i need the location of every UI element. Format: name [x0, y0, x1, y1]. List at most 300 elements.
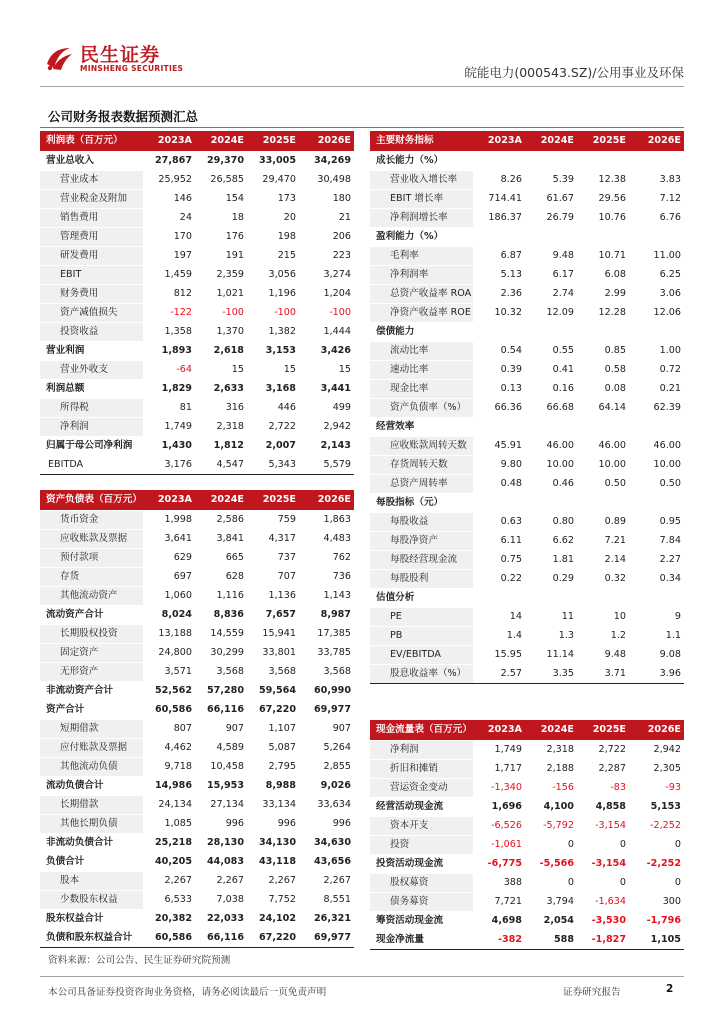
value-cell: 1,382 — [247, 322, 299, 341]
value-cell: 0.55 — [525, 341, 577, 360]
value-cell: -100 — [247, 303, 299, 322]
value-cell: 24,102 — [247, 909, 299, 928]
value-cell: 11 — [525, 607, 577, 626]
value-cell: 1.4 — [473, 626, 525, 645]
value-cell: 3,274 — [299, 265, 354, 284]
value-cell: 5,343 — [247, 455, 299, 474]
value-cell: 173 — [247, 189, 299, 208]
row-label: 估值分析 — [370, 588, 473, 607]
header-divider — [40, 86, 684, 87]
table-row — [370, 626, 684, 645]
value-cell: -2,252 — [629, 816, 684, 835]
value-cell: 0.16 — [525, 379, 577, 398]
table-row — [40, 776, 354, 795]
value-cell: 4,589 — [195, 738, 247, 757]
value-cell: 2,586 — [195, 510, 247, 529]
table-row — [370, 455, 684, 474]
value-cell: 6.87 — [473, 246, 525, 265]
row-label: 货币资金 — [40, 510, 143, 529]
value-cell: 8,551 — [299, 890, 354, 909]
value-cell: 0.75 — [473, 550, 525, 569]
table-row — [370, 740, 684, 759]
value-cell: 3,641 — [143, 529, 195, 548]
value-cell: 1,196 — [247, 284, 299, 303]
value-cell: 3,056 — [247, 265, 299, 284]
value-cell: 0.22 — [473, 569, 525, 588]
report-subject: 皖能电力(000543.SZ)/公用事业及环保 — [464, 65, 684, 80]
table-row — [40, 379, 354, 398]
value-cell: 0 — [629, 873, 684, 892]
value-cell: 5,087 — [247, 738, 299, 757]
value-cell: 60,586 — [143, 928, 195, 947]
value-cell: 9.08 — [629, 645, 684, 664]
table-row — [40, 265, 354, 284]
value-cell: 5,264 — [299, 738, 354, 757]
value-cell: 2,267 — [299, 871, 354, 890]
value-cell: 1,358 — [143, 322, 195, 341]
value-cell: 0 — [577, 835, 629, 854]
minsheng-logo — [40, 40, 200, 76]
row-label: 应收账款及票据 — [40, 529, 143, 548]
value-cell: 215 — [247, 246, 299, 265]
value-cell: 0.21 — [629, 379, 684, 398]
key-ratios-table — [370, 131, 684, 684]
value-cell: 2024E — [195, 490, 247, 510]
value-cell: 697 — [143, 567, 195, 586]
value-cell: 2024E — [525, 720, 577, 740]
table-row — [40, 795, 354, 814]
value-cell: 12.06 — [629, 303, 684, 322]
value-cell: 0.89 — [577, 512, 629, 531]
value-cell: 629 — [143, 548, 195, 567]
table-row — [370, 664, 684, 683]
value-cell: 66.36 — [473, 398, 525, 417]
value-cell: 0.50 — [629, 474, 684, 493]
value-cell: 2,143 — [299, 436, 354, 455]
value-cell: 2.14 — [577, 550, 629, 569]
value-cell: 2026E — [299, 490, 354, 510]
value-cell: 665 — [195, 548, 247, 567]
table-row — [370, 189, 684, 208]
balance-sheet-table — [40, 490, 354, 948]
table-row — [40, 529, 354, 548]
value-cell: 9,026 — [299, 776, 354, 795]
table-row — [40, 586, 354, 605]
value-cell: 2.74 — [525, 284, 577, 303]
value-cell: 33,134 — [247, 795, 299, 814]
value-cell: -93 — [629, 778, 684, 797]
table-header-row — [40, 490, 354, 510]
value-cell: 2023A — [143, 131, 195, 151]
table-row — [370, 360, 684, 379]
value-cell: 762 — [299, 548, 354, 567]
row-label: PB — [370, 626, 473, 645]
value-cell: 15 — [247, 360, 299, 379]
table-row — [370, 417, 684, 436]
value-cell: 26.79 — [525, 208, 577, 227]
row-label: 其他流动资产 — [40, 586, 143, 605]
row-label: 现金净流量 — [370, 930, 473, 949]
value-cell: 1,998 — [143, 510, 195, 529]
value-cell: 2,305 — [629, 759, 684, 778]
table-row — [370, 341, 684, 360]
table-header-row — [370, 720, 684, 740]
row-label: 股东权益合计 — [40, 909, 143, 928]
row-label: 筹资活动现金流 — [370, 911, 473, 930]
value-cell — [577, 151, 629, 170]
value-cell: 59,564 — [247, 681, 299, 700]
table-row — [40, 322, 354, 341]
table-row — [40, 909, 354, 928]
table-row — [40, 605, 354, 624]
table-row — [370, 835, 684, 854]
value-cell: 66,116 — [195, 928, 247, 947]
value-cell: 10.71 — [577, 246, 629, 265]
value-cell: 2,795 — [247, 757, 299, 776]
row-label: 存货 — [40, 567, 143, 586]
value-cell: -100 — [299, 303, 354, 322]
value-cell: 0.29 — [525, 569, 577, 588]
table-row — [40, 624, 354, 643]
value-cell: 10.76 — [577, 208, 629, 227]
table-row — [370, 645, 684, 664]
value-cell: 28,130 — [195, 833, 247, 852]
row-label: 净利润 — [40, 417, 143, 436]
value-cell — [525, 227, 577, 246]
value-cell: -1,796 — [629, 911, 684, 930]
value-cell: 316 — [195, 398, 247, 417]
value-cell: 170 — [143, 227, 195, 246]
value-cell: 2025E — [577, 720, 629, 740]
value-cell: 2,359 — [195, 265, 247, 284]
row-label: 销售费用 — [40, 208, 143, 227]
value-cell: 0 — [629, 835, 684, 854]
row-label: 每股收益 — [370, 512, 473, 531]
row-label: 管理费用 — [40, 227, 143, 246]
value-cell: 29,470 — [247, 170, 299, 189]
value-cell: 1,444 — [299, 322, 354, 341]
table-row — [370, 227, 684, 246]
value-cell — [525, 417, 577, 436]
table-row — [370, 322, 684, 341]
table-row — [40, 284, 354, 303]
value-cell: 69,977 — [299, 928, 354, 947]
row-label: 债务募资 — [370, 892, 473, 911]
row-label: 投资收益 — [40, 322, 143, 341]
row-label: 资产负债表（百万元） — [40, 490, 143, 510]
table-row — [40, 681, 354, 700]
value-cell: 707 — [247, 567, 299, 586]
value-cell: 736 — [299, 567, 354, 586]
table-row — [40, 852, 354, 871]
value-cell: 1,430 — [143, 436, 195, 455]
value-cell: 24,134 — [143, 795, 195, 814]
value-cell: -2,252 — [629, 854, 684, 873]
row-label: EV/EBITDA — [370, 645, 473, 664]
value-cell: 2.27 — [629, 550, 684, 569]
value-cell: 27,867 — [143, 151, 195, 170]
value-cell: 2,618 — [195, 341, 247, 360]
value-cell — [629, 227, 684, 246]
value-cell: 197 — [143, 246, 195, 265]
table-row — [40, 643, 354, 662]
value-cell: 2,722 — [577, 740, 629, 759]
value-cell: 2023A — [473, 720, 525, 740]
value-cell: 2.57 — [473, 664, 525, 683]
table-header-row — [40, 131, 354, 151]
page-title: 公司财务报表数据预测汇总 — [48, 109, 199, 124]
value-cell: 10 — [577, 607, 629, 626]
table-row — [370, 284, 684, 303]
table-row — [370, 303, 684, 322]
value-cell: 26,321 — [299, 909, 354, 928]
table-row — [370, 208, 684, 227]
value-cell: 9.80 — [473, 455, 525, 474]
table-row — [40, 662, 354, 681]
value-cell — [525, 151, 577, 170]
value-cell — [577, 322, 629, 341]
value-cell: 43,118 — [247, 852, 299, 871]
table-row — [370, 778, 684, 797]
income-statement-table — [40, 131, 354, 475]
value-cell: 2,318 — [195, 417, 247, 436]
row-label: 经营效率 — [370, 417, 473, 436]
value-cell: 3,441 — [299, 379, 354, 398]
brand-name-en: MINSHENG SECURITIES — [80, 64, 184, 73]
row-label: 研发费用 — [40, 246, 143, 265]
value-cell: 34,269 — [299, 151, 354, 170]
value-cell: 20 — [247, 208, 299, 227]
row-label: 存货周转天数 — [370, 455, 473, 474]
title-divider — [40, 127, 684, 128]
value-cell: 6.62 — [525, 531, 577, 550]
value-cell — [629, 151, 684, 170]
value-cell: 12.09 — [525, 303, 577, 322]
value-cell: 3.96 — [629, 664, 684, 683]
row-label: 营业利润 — [40, 341, 143, 360]
value-cell: 7,657 — [247, 605, 299, 624]
table-row — [40, 757, 354, 776]
value-cell: 3,568 — [195, 662, 247, 681]
value-cell: 3,794 — [525, 892, 577, 911]
row-label: 每股股利 — [370, 569, 473, 588]
value-cell — [577, 588, 629, 607]
value-cell: 807 — [143, 719, 195, 738]
value-cell: 17,385 — [299, 624, 354, 643]
value-cell: 1.2 — [577, 626, 629, 645]
table-row — [370, 588, 684, 607]
table-row — [370, 379, 684, 398]
value-cell: 25,952 — [143, 170, 195, 189]
value-cell: 0.32 — [577, 569, 629, 588]
value-cell: 2,054 — [525, 911, 577, 930]
value-cell: 43,656 — [299, 852, 354, 871]
value-cell: 1,459 — [143, 265, 195, 284]
value-cell: 1,085 — [143, 814, 195, 833]
row-label: 营业税金及附加 — [40, 189, 143, 208]
value-cell: 2,722 — [247, 417, 299, 436]
row-label: 长期借款 — [40, 795, 143, 814]
value-cell: 4,858 — [577, 797, 629, 816]
value-cell: 46.00 — [629, 436, 684, 455]
value-cell: 3,176 — [143, 455, 195, 474]
value-cell: 9.48 — [525, 246, 577, 265]
value-cell: 27,134 — [195, 795, 247, 814]
value-cell: 57,280 — [195, 681, 247, 700]
value-cell: 7,752 — [247, 890, 299, 909]
value-cell: 2024E — [195, 131, 247, 151]
value-cell: 0 — [525, 873, 577, 892]
value-cell: 2026E — [299, 131, 354, 151]
table-row — [40, 890, 354, 909]
value-cell: 198 — [247, 227, 299, 246]
value-cell: 499 — [299, 398, 354, 417]
value-cell: 66.68 — [525, 398, 577, 417]
value-cell: 996 — [299, 814, 354, 833]
value-cell: 2,942 — [629, 740, 684, 759]
row-label: 总资产收益率 ROA — [370, 284, 473, 303]
value-cell: -382 — [473, 930, 525, 949]
value-cell: 3.06 — [629, 284, 684, 303]
table-row — [370, 493, 684, 512]
value-cell: 15 — [299, 360, 354, 379]
row-label: 固定资产 — [40, 643, 143, 662]
table-row — [40, 455, 354, 474]
row-label: 投资活动现金流 — [370, 854, 473, 873]
value-cell: 0.54 — [473, 341, 525, 360]
value-cell: 2,287 — [577, 759, 629, 778]
value-cell: 33,005 — [247, 151, 299, 170]
row-label: EBIT — [40, 265, 143, 284]
value-cell: 8,988 — [247, 776, 299, 795]
value-cell: 33,634 — [299, 795, 354, 814]
row-label: 成长能力（%） — [370, 151, 473, 170]
value-cell: -6,526 — [473, 816, 525, 835]
row-label: 利润总额 — [40, 379, 143, 398]
row-label: 投资 — [370, 835, 473, 854]
row-label: 流动资产合计 — [40, 605, 143, 624]
value-cell: -6,775 — [473, 854, 525, 873]
value-cell — [629, 588, 684, 607]
value-cell: 1.00 — [629, 341, 684, 360]
value-cell: 714.41 — [473, 189, 525, 208]
value-cell: 0.80 — [525, 512, 577, 531]
row-label: 净资产收益率 ROE — [370, 303, 473, 322]
value-cell: 25,218 — [143, 833, 195, 852]
page-number: 2 — [666, 983, 674, 995]
value-cell: 3.83 — [629, 170, 684, 189]
value-cell: 1,893 — [143, 341, 195, 360]
row-label: 营业外收支 — [40, 360, 143, 379]
value-cell: 2026E — [629, 720, 684, 740]
value-cell — [473, 322, 525, 341]
value-cell: 2,188 — [525, 759, 577, 778]
table-row — [370, 246, 684, 265]
value-cell: 4,100 — [525, 797, 577, 816]
minsheng-logo-icon — [44, 42, 74, 72]
table-row — [40, 398, 354, 417]
row-label: PE — [370, 607, 473, 626]
row-label: 营业成本 — [40, 170, 143, 189]
row-label: 折旧和摊销 — [370, 759, 473, 778]
value-cell: 2,633 — [195, 379, 247, 398]
value-cell: 6.17 — [525, 265, 577, 284]
value-cell: 1.3 — [525, 626, 577, 645]
value-cell: 6.25 — [629, 265, 684, 284]
value-cell: 628 — [195, 567, 247, 586]
row-label: 利润表（百万元） — [40, 131, 143, 151]
value-cell: -5,792 — [525, 816, 577, 835]
value-cell: 3,426 — [299, 341, 354, 360]
value-cell: 2025E — [247, 131, 299, 151]
brand-name-cn: 民生证券 — [80, 44, 161, 66]
value-cell: 2,267 — [195, 871, 247, 890]
value-cell: 10.32 — [473, 303, 525, 322]
value-cell: 14 — [473, 607, 525, 626]
row-label: 现金流量表（百万元） — [370, 720, 473, 740]
value-cell: 1,749 — [143, 417, 195, 436]
table-row — [40, 208, 354, 227]
value-cell: 4,698 — [473, 911, 525, 930]
value-cell: 26,585 — [195, 170, 247, 189]
table-row — [40, 719, 354, 738]
value-cell: 6.76 — [629, 208, 684, 227]
table-row — [40, 567, 354, 586]
table-row — [40, 170, 354, 189]
row-label: 非流动资产合计 — [40, 681, 143, 700]
value-cell: 996 — [195, 814, 247, 833]
row-label: EBITDA — [40, 455, 143, 474]
table-row — [370, 512, 684, 531]
value-cell: 0.63 — [473, 512, 525, 531]
value-cell: 8,836 — [195, 605, 247, 624]
value-cell: 10.00 — [525, 455, 577, 474]
value-cell — [473, 227, 525, 246]
table-row — [370, 569, 684, 588]
value-cell: 2025E — [247, 490, 299, 510]
value-cell: 4,483 — [299, 529, 354, 548]
value-cell: 6,533 — [143, 890, 195, 909]
value-cell: 45.91 — [473, 436, 525, 455]
row-label: 少数股东权益 — [40, 890, 143, 909]
row-label: 主要财务指标 — [370, 131, 473, 151]
value-cell: 0.41 — [525, 360, 577, 379]
value-cell: 2023A — [473, 131, 525, 151]
value-cell: 186.37 — [473, 208, 525, 227]
table-row — [370, 170, 684, 189]
value-cell: 9.48 — [577, 645, 629, 664]
value-cell: 3.71 — [577, 664, 629, 683]
value-cell: 1,696 — [473, 797, 525, 816]
value-cell: 2,942 — [299, 417, 354, 436]
table-row — [370, 854, 684, 873]
row-label: 资本开支 — [370, 816, 473, 835]
value-cell — [577, 417, 629, 436]
row-label: 总资产周转率 — [370, 474, 473, 493]
value-cell: 1,204 — [299, 284, 354, 303]
table-row — [40, 871, 354, 890]
table-row — [370, 265, 684, 284]
value-cell: 2.36 — [473, 284, 525, 303]
table-row — [40, 928, 354, 947]
value-cell: 15,941 — [247, 624, 299, 643]
value-cell: -122 — [143, 303, 195, 322]
value-cell: 3,568 — [247, 662, 299, 681]
value-cell: 4,317 — [247, 529, 299, 548]
value-cell: 907 — [299, 719, 354, 738]
row-label: 每股净资产 — [370, 531, 473, 550]
value-cell: 21 — [299, 208, 354, 227]
